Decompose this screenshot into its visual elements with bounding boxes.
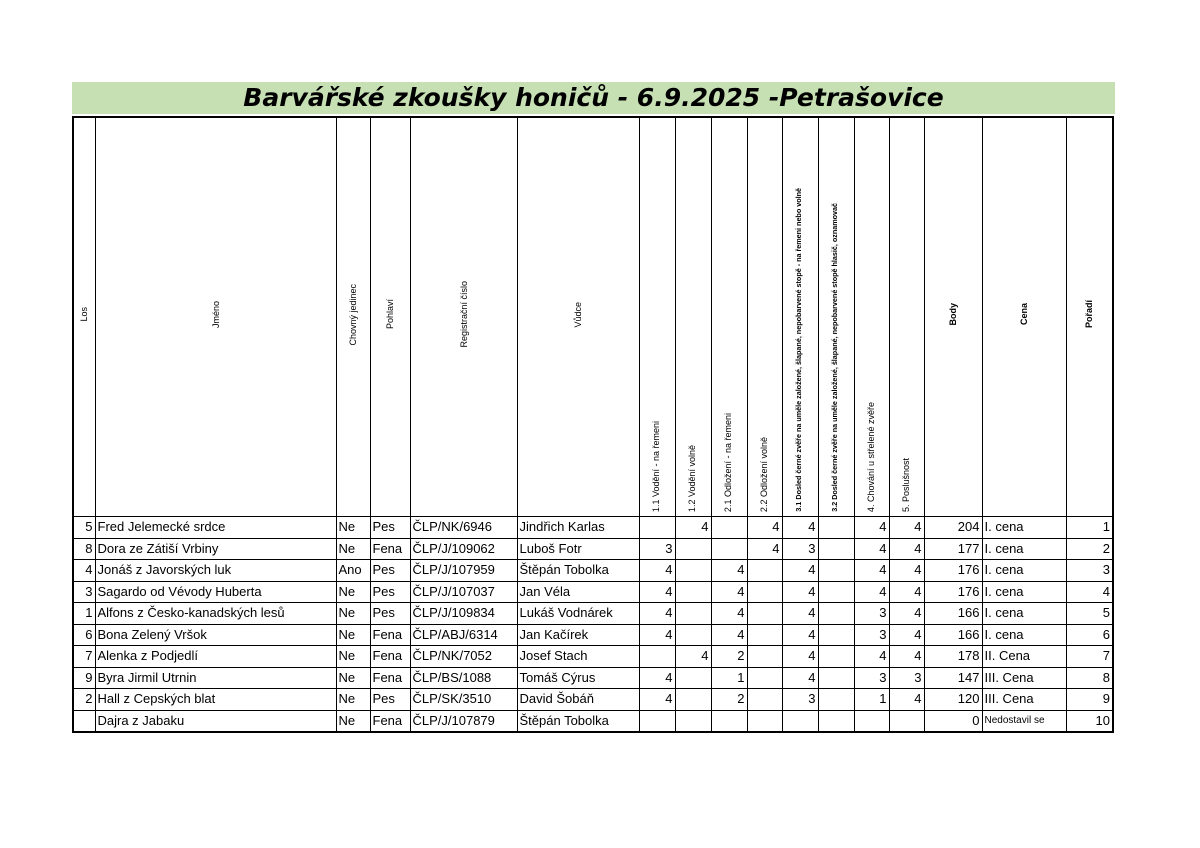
cell-c5: 4: [889, 624, 924, 646]
cell-c32: [818, 517, 854, 539]
cell-c11: [639, 517, 675, 539]
cell-c21: 1: [711, 667, 747, 689]
cell-c11: 4: [639, 603, 675, 625]
cell-vudce: Luboš Fotr: [517, 538, 639, 560]
cell-poradi: 5: [1066, 603, 1113, 625]
col-header-c5: 5. Poslušnost: [889, 117, 924, 517]
cell-poradi: 7: [1066, 646, 1113, 668]
cell-c4: 3: [854, 603, 889, 625]
cell-name: Hall z Cepských blat: [95, 689, 336, 711]
cell-reg: ČLP/BS/1088: [410, 667, 517, 689]
table-body: [73, 517, 1113, 733]
cell-c31: 3: [782, 538, 818, 560]
cell-c31: 4: [782, 603, 818, 625]
cell-name: Byra Jirmil Utrnin: [95, 667, 336, 689]
cell-c31: 4: [782, 667, 818, 689]
cell-poradi: 1: [1066, 517, 1113, 539]
cell-c12: [675, 667, 711, 689]
table-row: [73, 603, 1113, 625]
cell-c4: [854, 710, 889, 732]
cell-c4: 3: [854, 624, 889, 646]
cell-vudce: Jan Kačírek: [517, 624, 639, 646]
cell-c12: [675, 603, 711, 625]
cell-los: 5: [73, 517, 95, 539]
cell-vudce: Jindřich Karlas: [517, 517, 639, 539]
table-row: [73, 581, 1113, 603]
cell-c4: 4: [854, 560, 889, 582]
cell-c4: 4: [854, 581, 889, 603]
cell-reg: ČLP/J/109834: [410, 603, 517, 625]
cell-poradi: 9: [1066, 689, 1113, 711]
cell-c12: 4: [675, 646, 711, 668]
cell-pohlavi: Pes: [370, 581, 410, 603]
cell-c12: 4: [675, 517, 711, 539]
cell-reg: ČLP/J/107959: [410, 560, 517, 582]
cell-c4: 4: [854, 538, 889, 560]
col-header-pohlavi: Pohlaví: [370, 117, 410, 517]
col-header-poradi: Pořadí: [1066, 117, 1113, 517]
cell-c21: [711, 710, 747, 732]
cell-c22: [747, 667, 782, 689]
cell-poradi: 3: [1066, 560, 1113, 582]
cell-c5: 4: [889, 646, 924, 668]
cell-c21: 4: [711, 603, 747, 625]
col-header-cena: Cena: [982, 117, 1066, 517]
cell-pohlavi: Pes: [370, 603, 410, 625]
cell-chovny: Ne: [336, 689, 370, 711]
cell-vudce: Jan Véla: [517, 581, 639, 603]
cell-pohlavi: Fena: [370, 710, 410, 732]
cell-c32: [818, 538, 854, 560]
cell-c21: 4: [711, 560, 747, 582]
cell-pohlavi: Pes: [370, 689, 410, 711]
cell-chovny: Ne: [336, 538, 370, 560]
cell-vudce: Tomáš Cýrus: [517, 667, 639, 689]
cell-name: Sagardo od Vévody Huberta: [95, 581, 336, 603]
table-row: [73, 646, 1113, 668]
cell-c11: [639, 710, 675, 732]
cell-chovny: Ano: [336, 560, 370, 582]
col-header-c4: 4. Chování u střelené zvěře: [854, 117, 889, 517]
cell-c22: [747, 689, 782, 711]
cell-c21: 4: [711, 624, 747, 646]
cell-cena: I. cena: [982, 517, 1066, 539]
cell-name: Alfons z Česko-kanadských lesů: [95, 603, 336, 625]
cell-los: 4: [73, 560, 95, 582]
table-row: [73, 538, 1113, 560]
cell-reg: ČLP/J/107037: [410, 581, 517, 603]
cell-c12: [675, 538, 711, 560]
cell-c21: [711, 517, 747, 539]
cell-body: 166: [924, 603, 982, 625]
cell-poradi: 8: [1066, 667, 1113, 689]
cell-chovny: Ne: [336, 603, 370, 625]
cell-poradi: 2: [1066, 538, 1113, 560]
cell-los: [73, 710, 95, 732]
cell-c5: 4: [889, 689, 924, 711]
col-header-c32: 3.2 Dosled černé zvěře na uměle založené, šlapané, nepobarvené stopě hlasič, oznamovač: [818, 117, 854, 517]
cell-reg: ČLP/SK/3510: [410, 689, 517, 711]
cell-name: Dora ze Zátiší Vrbiny: [95, 538, 336, 560]
col-header-c11: 1.1 Vodění - na řemeni: [639, 117, 675, 517]
cell-los: 9: [73, 667, 95, 689]
cell-c11: [639, 646, 675, 668]
cell-c5: 4: [889, 603, 924, 625]
cell-los: 2: [73, 689, 95, 711]
cell-c5: 3: [889, 667, 924, 689]
cell-c4: 1: [854, 689, 889, 711]
cell-c21: 4: [711, 581, 747, 603]
cell-c32: [818, 710, 854, 732]
cell-body: 176: [924, 560, 982, 582]
cell-c5: [889, 710, 924, 732]
col-header-jmeno: Jméno: [95, 117, 336, 517]
cell-c11: 4: [639, 560, 675, 582]
cell-c32: [818, 667, 854, 689]
cell-pohlavi: Fena: [370, 667, 410, 689]
cell-chovny: Ne: [336, 710, 370, 732]
cell-name: Fred Jelemecké srdce: [95, 517, 336, 539]
cell-c12: [675, 710, 711, 732]
cell-c5: 4: [889, 560, 924, 582]
cell-c22: [747, 603, 782, 625]
cell-los: 1: [73, 603, 95, 625]
col-header-c21: 2.1 Odložení - na řemeni: [711, 117, 747, 517]
cell-vudce: Josef Stach: [517, 646, 639, 668]
cell-c31: 4: [782, 646, 818, 668]
cell-c22: [747, 560, 782, 582]
cell-body: 178: [924, 646, 982, 668]
cell-c12: [675, 689, 711, 711]
cell-pohlavi: Pes: [370, 560, 410, 582]
cell-name: Jonáš z Javorských luk: [95, 560, 336, 582]
cell-cena: I. cena: [982, 560, 1066, 582]
cell-cena: III. Cena: [982, 667, 1066, 689]
cell-chovny: Ne: [336, 581, 370, 603]
cell-c4: 4: [854, 646, 889, 668]
cell-chovny: Ne: [336, 517, 370, 539]
cell-c22: [747, 710, 782, 732]
cell-poradi: 10: [1066, 710, 1113, 732]
cell-c31: 4: [782, 624, 818, 646]
cell-c21: 2: [711, 646, 747, 668]
cell-c12: [675, 624, 711, 646]
cell-c31: [782, 710, 818, 732]
cell-c21: 2: [711, 689, 747, 711]
cell-c11: 4: [639, 689, 675, 711]
cell-body: 204: [924, 517, 982, 539]
cell-c12: [675, 560, 711, 582]
cell-c5: 4: [889, 517, 924, 539]
col-header-vudce: Vůdce: [517, 117, 639, 517]
cell-c31: 4: [782, 581, 818, 603]
table-row: [73, 689, 1113, 711]
cell-cena: I. cena: [982, 581, 1066, 603]
cell-c32: [818, 689, 854, 711]
cell-chovny: Ne: [336, 624, 370, 646]
title-bar: [72, 82, 1115, 114]
page-title: Barvářské zkoušky honičů - 6.9.2025 -Petrašovice: [243, 83, 944, 112]
cell-reg: ČLP/J/107879: [410, 710, 517, 732]
cell-c22: 4: [747, 538, 782, 560]
cell-c5: 4: [889, 581, 924, 603]
cell-cena: II. Cena: [982, 646, 1066, 668]
cell-c11: 3: [639, 538, 675, 560]
cell-vudce: Štěpán Tobolka: [517, 560, 639, 582]
cell-reg: ČLP/NK/7052: [410, 646, 517, 668]
cell-c22: [747, 624, 782, 646]
cell-pohlavi: Pes: [370, 517, 410, 539]
cell-c31: 4: [782, 560, 818, 582]
cell-body: 166: [924, 624, 982, 646]
table-row: [73, 710, 1113, 732]
cell-pohlavi: Fena: [370, 538, 410, 560]
cell-c22: 4: [747, 517, 782, 539]
cell-c4: 3: [854, 667, 889, 689]
cell-c31: 4: [782, 517, 818, 539]
cell-c11: 4: [639, 581, 675, 603]
cell-cena: I. cena: [982, 603, 1066, 625]
cell-c32: [818, 624, 854, 646]
cell-name: Alenka z Podjedlí: [95, 646, 336, 668]
cell-c11: 4: [639, 624, 675, 646]
cell-c12: [675, 581, 711, 603]
cell-body: 147: [924, 667, 982, 689]
cell-body: 0: [924, 710, 982, 732]
cell-c11: 4: [639, 667, 675, 689]
table-row: [73, 624, 1113, 646]
col-header-reg: Registrační číslo: [410, 117, 517, 517]
cell-los: 8: [73, 538, 95, 560]
col-header-body: Body: [924, 117, 982, 517]
cell-body: 120: [924, 689, 982, 711]
results-table: [72, 116, 1114, 733]
col-header-chovny: Chovný jedinec: [336, 117, 370, 517]
cell-c31: 3: [782, 689, 818, 711]
cell-pohlavi: Fena: [370, 646, 410, 668]
col-header-c31: 3.1 Dosled černé zvěře na uměle založené, šlapané, nepobarvené stopě - na řemeni nebo volně: [782, 117, 818, 517]
cell-body: 176: [924, 581, 982, 603]
cell-reg: ČLP/J/109062: [410, 538, 517, 560]
table-row: [73, 517, 1113, 539]
cell-cena: I. cena: [982, 624, 1066, 646]
cell-vudce: Lukáš Vodnárek: [517, 603, 639, 625]
cell-c22: [747, 646, 782, 668]
cell-pohlavi: Fena: [370, 624, 410, 646]
cell-c5: 4: [889, 538, 924, 560]
header-row: [73, 117, 1113, 517]
cell-c32: [818, 581, 854, 603]
cell-name: Dajra z Jabaku: [95, 710, 336, 732]
cell-c32: [818, 603, 854, 625]
cell-c32: [818, 646, 854, 668]
cell-reg: ČLP/ABJ/6314: [410, 624, 517, 646]
col-header-los: Los: [73, 117, 95, 517]
cell-poradi: 6: [1066, 624, 1113, 646]
cell-vudce: David Šobáň: [517, 689, 639, 711]
table-row: [73, 560, 1113, 582]
cell-los: 7: [73, 646, 95, 668]
cell-cena: III. Cena: [982, 689, 1066, 711]
cell-cena: Nedostavil se: [982, 710, 1066, 732]
table-row: [73, 667, 1113, 689]
cell-body: 177: [924, 538, 982, 560]
col-header-c12: 1.2 Vodění volně: [675, 117, 711, 517]
cell-c32: [818, 560, 854, 582]
cell-name: Bona Zelený Vršok: [95, 624, 336, 646]
cell-los: 3: [73, 581, 95, 603]
cell-c4: 4: [854, 517, 889, 539]
cell-reg: ČLP/NK/6946: [410, 517, 517, 539]
cell-c22: [747, 581, 782, 603]
cell-cena: I. cena: [982, 538, 1066, 560]
cell-chovny: Ne: [336, 646, 370, 668]
cell-chovny: Ne: [336, 667, 370, 689]
cell-vudce: Štěpán Tobolka: [517, 710, 639, 732]
cell-poradi: 4: [1066, 581, 1113, 603]
cell-c21: [711, 538, 747, 560]
cell-los: 6: [73, 624, 95, 646]
col-header-c22: 2.2 Odložení volně: [747, 117, 782, 517]
